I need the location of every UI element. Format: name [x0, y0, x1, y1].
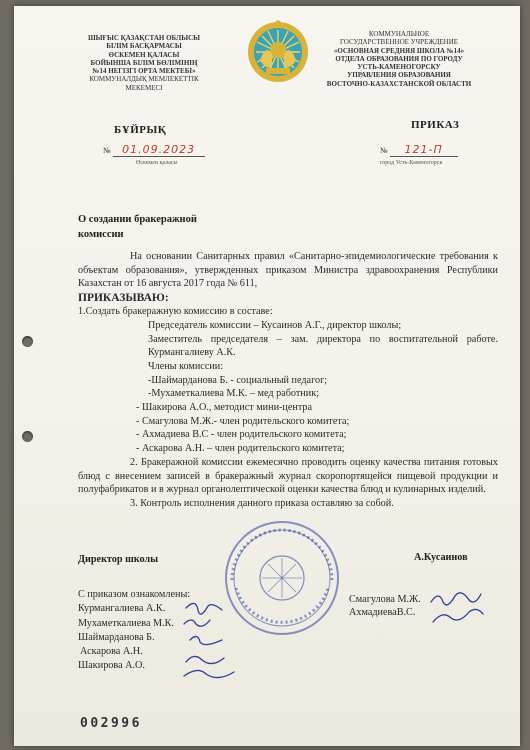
- order-word: ПРИКАЗЫВАЮ:: [78, 292, 169, 305]
- member-item: - Шакирова А.О., методист мини-центра: [136, 402, 313, 414]
- city-caption-russian: город Усть-Каменогорск: [380, 160, 443, 166]
- subject-line: О создании бракеражной: [78, 214, 197, 225]
- member-item: -Шаймарданова Б. - социальный педагог;: [148, 374, 328, 386]
- header-line: МЕКЕМЕСІ: [125, 83, 163, 92]
- ack-name: Смагулова М.Ж.: [349, 594, 421, 605]
- acknowledgement-title: С приказом ознакомлены:: [78, 589, 191, 600]
- punch-hole: [22, 431, 33, 442]
- number-sign: №: [380, 146, 388, 155]
- chairman: Председатель комиссии – Кусаинов А.Г., директор школы;: [148, 319, 402, 331]
- handwritten-signature: [182, 600, 252, 690]
- header-line: ГОСУДАРСТВЕННОЕ УЧРЕЖДЕНИЕ: [339, 38, 459, 47]
- document-page: [14, 6, 520, 746]
- director-position: Директор школы: [78, 554, 159, 565]
- acknowledgement-list: [78, 588, 190, 674]
- ack-name: Мухаметкалиева М.К.: [78, 617, 174, 629]
- header-line: ШЫҒЫС ҚАЗАҚСТАН ОБЛЫСЫ: [87, 34, 201, 42]
- header-line: УСТЬ-КАМЕНОГОРСКУ: [357, 63, 441, 72]
- item-1: 1.Создать бракеражную комиссию в составе:: [78, 306, 273, 318]
- date-line: [103, 143, 205, 157]
- header-line: ВОСТОЧНО-КАЗАХСТАНСКОЙ ОБЛАСТИ: [326, 79, 472, 88]
- member-item: - Ахмадиева В.С - член родительского комитета;: [136, 429, 347, 441]
- title-kazakh: БҰЙРЫҚ: [114, 124, 167, 136]
- binder-holes: [22, 6, 36, 746]
- state-emblem-icon: [246, 20, 310, 84]
- handwritten-signature: [429, 588, 485, 628]
- acknowledgement-list-right: [349, 594, 421, 619]
- city-caption-kazakh: Өскемен қаласы: [136, 160, 178, 166]
- handwritten-order-number: 121-П: [404, 143, 443, 156]
- header-line: УПРАВЛЕНИЯ ОБРАЗОВАНИЯ: [347, 71, 451, 80]
- header-line: БОЙЫНША БІЛІМ БӨЛІМІНІҢ: [90, 58, 198, 67]
- header-line: БІЛІМ БАСҚАРМАСЫ: [106, 42, 182, 51]
- header-line: КОММУНАЛЬНОЕ: [368, 30, 430, 38]
- header-line: ӨСКЕМЕН ҚАЛАСЫ: [108, 50, 180, 59]
- header-line: №14 НЕГІЗГІ ОРТА МЕКТЕБІ»: [92, 67, 196, 76]
- deputy-chairman: Заместитель председателя – зам. директора по воспитательной работе. Курмангалиеву А.К.: [148, 333, 498, 359]
- ack-name: АхмадиеваВ.С.: [349, 606, 416, 618]
- preamble: На основании Санитарных правил «Санитарно-эпидемиологические требования к объектам образования», утвержденных приказом Министра здравоохранения Республики Казахстан от 16 августа 2017 года № 611,: [78, 251, 498, 290]
- header-line: КОММУНАЛДЫҚ МЕМЛЕКЕТТІК: [89, 75, 199, 84]
- header-russian: [314, 30, 484, 88]
- header-kazakh: [69, 34, 219, 92]
- director-name: А.Кусаинов: [414, 552, 468, 563]
- punch-hole: [22, 336, 33, 347]
- order-number-line: [380, 143, 458, 157]
- members-title: Члены комиссии:: [148, 360, 224, 372]
- order-subject: [78, 212, 197, 242]
- ack-name: Шаймарданова Б.: [78, 631, 155, 643]
- item-3: 3. Контроль исполнения данного приказа оставляю за собой.: [130, 497, 394, 509]
- header-line: ОТДЕЛА ОБРАЗОВАНИЯ ПО ГОРОДУ: [335, 54, 463, 63]
- title-russian: ПРИКАЗ: [411, 119, 460, 131]
- item-2: 2. Бракеражной комиссии ежемесячно проводить оценку качества питания готовых блюд с внесением записей в бракеражный журнал скоропортящейся пищевой продукции и полуфабрикатов и в журнал органолептической оценки качества блюд и кулинарных изделий.: [78, 456, 498, 496]
- serial-number: 002996: [80, 716, 142, 731]
- ack-name: Шакирова А.О.: [78, 660, 145, 672]
- number-sign: №: [103, 146, 111, 155]
- member-item: - Смагулова М.Ж.- член родительского комитета;: [136, 415, 350, 427]
- member-item: - Аскарова А.Н. – член родительского комитета;: [136, 443, 345, 455]
- member-item: -Мухаметкалиева М.К. – мед работник;: [148, 388, 319, 400]
- subject-line: комиссии: [78, 229, 124, 240]
- ack-name: Курмангалиева А.К.: [78, 603, 166, 615]
- order-body: [78, 250, 498, 511]
- header-line: «ОСНОВНАЯ СРЕДНЯЯ ШКОЛА №14»: [333, 46, 465, 55]
- ack-name: Аскарова А.Н.: [80, 646, 143, 658]
- handwritten-date: 01.09.2023: [122, 143, 196, 156]
